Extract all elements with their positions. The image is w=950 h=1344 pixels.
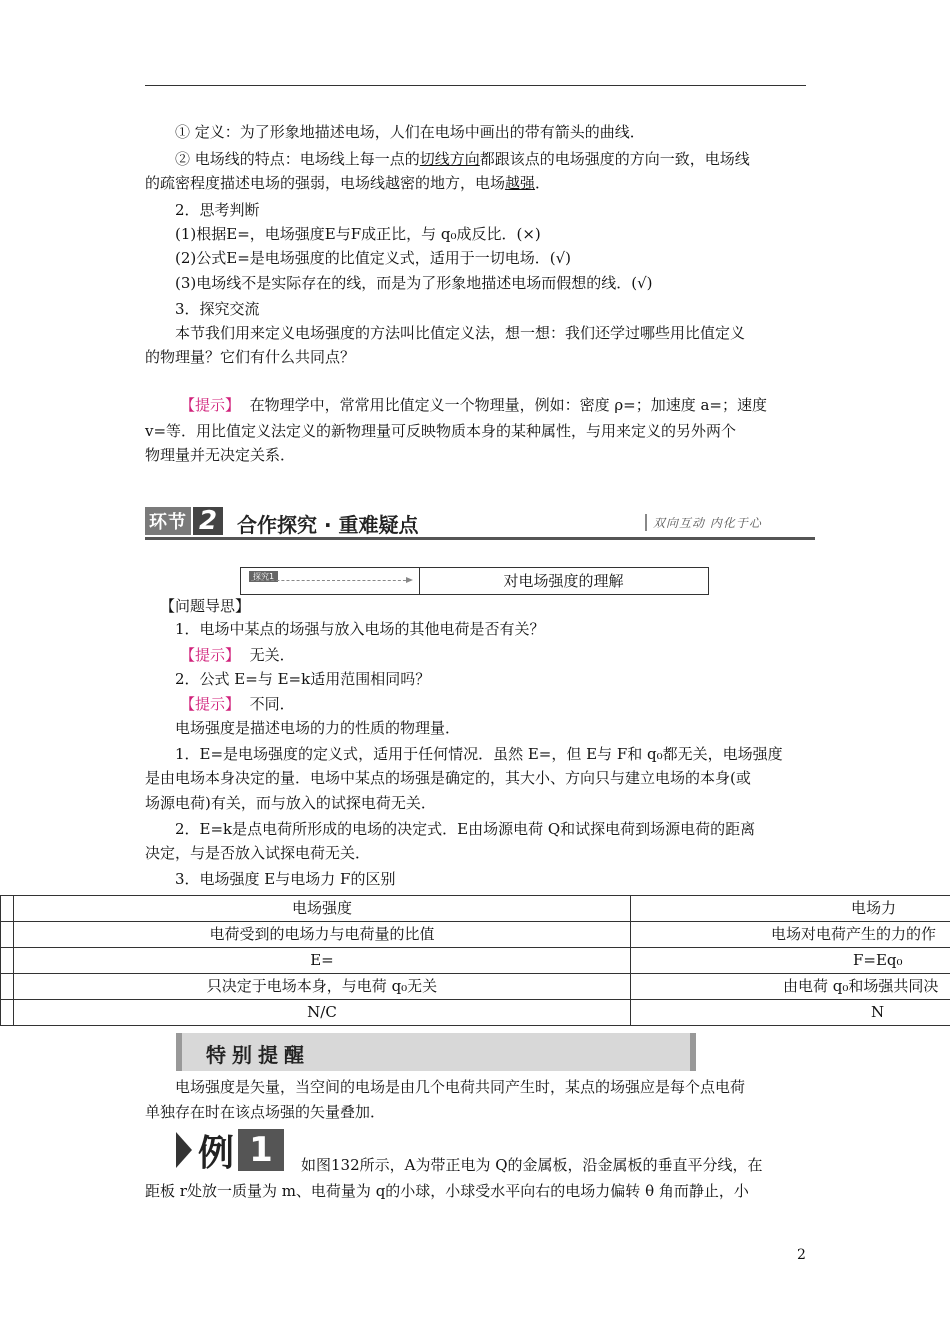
feature-text-1: ② 电场线的特点：电场线上每一点的切线方向都跟该点的电场强度的方向一致，电场线 <box>175 150 750 168</box>
guide-heading: 【问题导思】 <box>160 597 251 615</box>
section-word: 环节 <box>145 507 191 535</box>
explore-heading: 3．探究交流 <box>175 300 260 318</box>
think-heading: 2．思考判断 <box>175 201 260 219</box>
example-text-2: 距板 r处放一质量为 m、电荷量为 q的小球，小球受水平向右的电场力偏转 θ 角而静止，小 <box>145 1182 749 1200</box>
definition-text: ① 定义：为了形象地描述电场，人们在电场中画出的带有箭头的曲线． <box>175 123 645 141</box>
inquiry-title: 对电场强度的理解 <box>503 572 624 590</box>
feature-text-2: 的疏密程度描述电场的强弱，电场线越密的地方，电场越强． <box>145 174 551 192</box>
hint-para-1: 【提示】 在物理学中，常常用比值定义一个物理量，例如：密度 ρ=；加速度 a=；速度 <box>180 396 767 414</box>
section-badge <box>145 507 223 535</box>
section-title: 合作探究 · 重难疑点 <box>237 513 419 537</box>
special-reminder-title: 特别提醒 <box>206 1043 310 1067</box>
section-number: 2 <box>193 507 223 535</box>
statement-0: 电场强度是描述电场的力的性质的物理量． <box>175 719 461 737</box>
answer-1: 【提示】 无关． <box>180 646 295 664</box>
hint-label: 【提示】 <box>180 396 241 414</box>
table-row: E= F=Eq₀ <box>1 948 950 974</box>
header-rule <box>145 85 806 86</box>
table-row: N/C N <box>1 1000 950 1026</box>
example-number: 1 <box>238 1129 284 1171</box>
arrow-right-icon <box>251 580 411 581</box>
statement-3: 3．电场强度 E与电场力 F的区别 <box>175 870 396 888</box>
table-row: 电场强度 电场力 <box>1 896 950 922</box>
section-banner <box>145 505 815 540</box>
answer-2: 【提示】 不同． <box>180 695 295 713</box>
judge-2: (2)公式E=是电场强度的比值定义式，适用于一切电场．(√) <box>175 249 572 267</box>
table-row: 电荷受到的电场力与电荷量的比值 电场对电荷产生的力的作 <box>1 922 950 948</box>
reminder-text-2: 单独存在时在该点场强的矢量叠加． <box>145 1103 386 1121</box>
question-2: 2．公式 E=与 E=k适用范围相同吗？ <box>175 670 431 688</box>
example-text-1: 如图132所示，A为带正电为 Q的金属板，沿金属板的垂直平分线，在 <box>301 1156 763 1174</box>
question-1: 1．电场中某点的场强与放入电场的其他电荷是否有关？ <box>175 620 545 638</box>
hint-para-2: v=等．用比值定义法定义的新物理量可反映物质本身的某种属性，与用来定义的另外两个 <box>145 422 737 440</box>
statement-2a: 2．E=k是点电荷所形成的电场的决定式．E由场源电荷 Q和试探电荷到场源电荷的距离 <box>175 820 756 838</box>
special-reminder-banner <box>176 1033 696 1071</box>
judge-1: (1)根据E=，电场强度E与F成正比，与 q₀成反比．(×) <box>175 225 541 243</box>
example-badge <box>176 1127 284 1173</box>
inquiry-box <box>240 567 709 595</box>
section-slogan: 双向互动 内化于心 <box>645 514 762 531</box>
statement-1a: 1．E=是电场强度的定义式，适用于任何情况．虽然 E=，但 E与 F和 q₀都无关，电场强度 <box>175 745 783 763</box>
play-triangle-icon <box>176 1132 192 1168</box>
explore-text-1: 本节我们用来定义电场强度的方法叫比值定义法，想一想：我们还学过哪些用比值定义 <box>175 324 746 342</box>
explore-text-2: 的物理量？它们有什么共同点？ <box>145 348 356 366</box>
statement-1c: 场源电荷)有关，而与放入的试探电荷无关． <box>145 794 436 812</box>
judge-3: (3)电场线不是实际存在的线，而是为了形象地描述电场而假想的线．(√) <box>175 274 653 292</box>
inquiry-tag: 探究1 <box>249 571 278 582</box>
example-word: 例 <box>198 1132 235 1174</box>
page-number: 2 <box>797 1247 806 1263</box>
comparison-table <box>0 895 950 1026</box>
hint-para-3: 物理量并无决定关系． <box>145 446 296 464</box>
inquiry-label-cell <box>241 568 420 594</box>
statement-1b: 是由电场本身决定的量．电场中某点的场强是确定的，其大小、方向只与建立电场的本身(或 <box>145 769 751 787</box>
reminder-text-1: 电场强度是矢量，当空间的电场是由几个电荷共同产生时，某点的场强应是每个点电荷 <box>175 1078 746 1096</box>
statement-2b: 决定，与是否放入试探电荷无关． <box>145 844 371 862</box>
table-row: 只决定于电场本身，与电荷 q₀无关 由电荷 q₀和场强共同决 <box>1 974 950 1000</box>
